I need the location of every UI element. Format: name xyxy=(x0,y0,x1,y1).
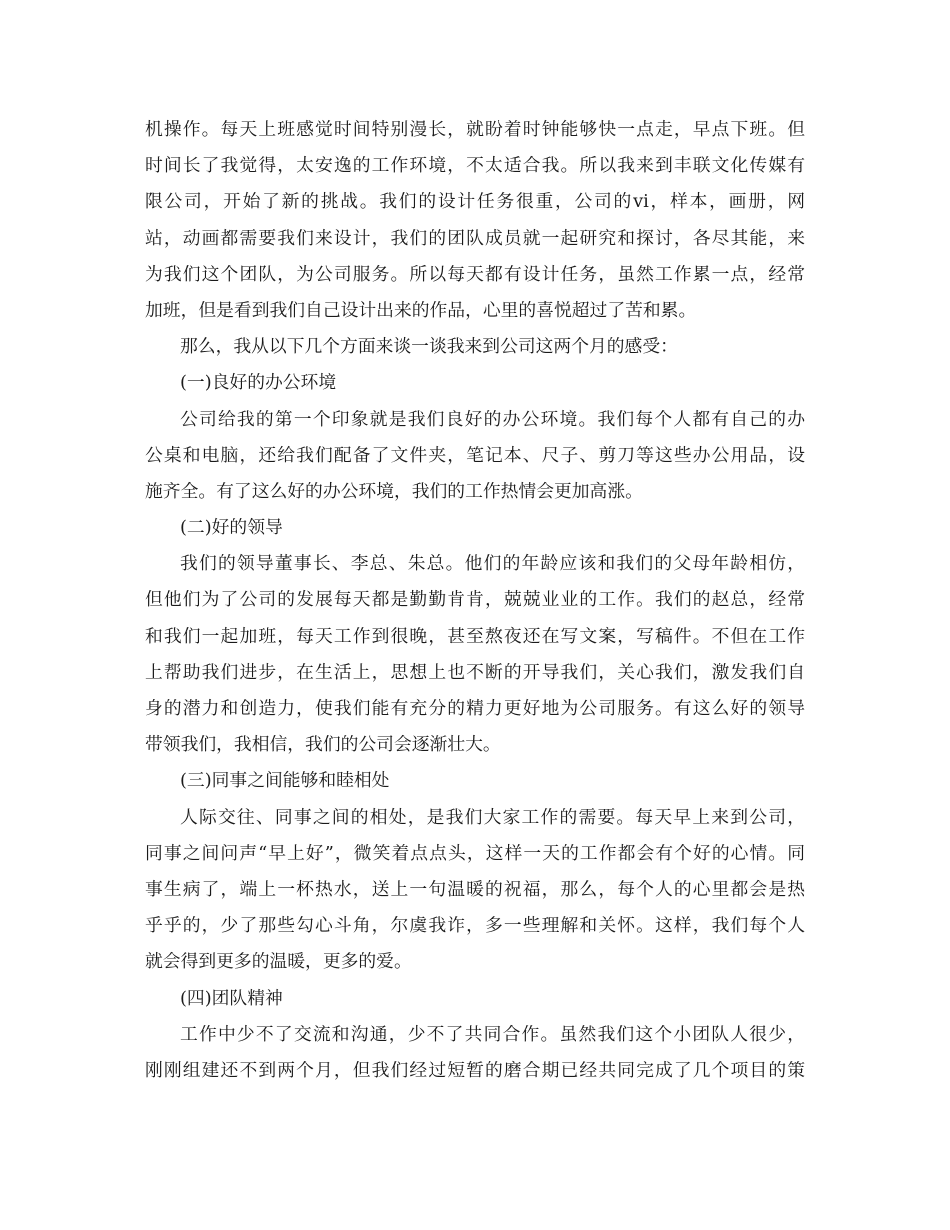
text-line: 带领我们，我相信，我们的公司会逐渐壮大。 xyxy=(145,734,501,756)
text-line: 施齐全。有了这么好的办公环境，我们的工作热情会更加高涨。 xyxy=(145,480,643,502)
text-line: 工作中少不了交流和沟通，少不了共同合作。虽然我们这个小团队人很少， xyxy=(180,1023,805,1045)
text-line: (二)好的领导 xyxy=(180,517,283,539)
text-line: (三)同事之间能够和睦相处 xyxy=(180,770,390,792)
text-line: 站，动画都需要我们来设计，我们的团队成员就一起研究和探讨，各尽其能，来 xyxy=(145,227,805,249)
text-line: 机操作。每天上班感觉时间特别漫长，就盼着时钟能够快一点走，早点下班。但 xyxy=(145,119,805,140)
text-line: 公司给我的第一个印象就是我们良好的办公环境。我们每个人都有自己的办 xyxy=(180,408,805,430)
text-line: 身的潜力和创造力，使我们能有充分的精力更好地为公司服务。有这么好的领导 xyxy=(145,698,805,719)
text-line: (一)良好的办公环境 xyxy=(180,372,337,394)
text-line: 同事之间问声“早上好”，微笑着点点头，这样一天的工作都会有个好的心情。同 xyxy=(145,842,805,864)
text-line: 上帮助我们进步，在生活上，思想上也不断的开导我们，关心我们，激发我们自 xyxy=(145,661,805,683)
text-line: 为我们这个团队，为公司服务。所以每天都有设计任务，虽然工作累一点，经常 xyxy=(145,263,805,285)
text-line: (四)团队精神 xyxy=(180,987,283,1009)
text-line: 公桌和电脑，还给我们配备了文件夹，笔记本、尺子、剪刀等这些办公用品，设 xyxy=(145,444,805,466)
text-line: 乎乎的，少了那些勾心斗角，尔虞我诈，多一些理解和关怀。这样，我们每个人 xyxy=(145,915,805,937)
text-line: 就会得到更多的温暖，更多的爱。 xyxy=(145,951,412,973)
text-line: 但他们为了公司的发展每天都是勤勤肯肯，兢兢业业的工作。我们的赵总，经常 xyxy=(145,589,805,611)
text-line: 加班，但是看到我们自己设计出来的作品，心里的喜悦超过了苦和累。 xyxy=(145,299,697,321)
text-line: 事生病了，端上一杯热水，送上一句温暖的祝福，那么，每个人的心里都会是热 xyxy=(145,878,805,900)
document-page xyxy=(145,112,805,1089)
text-line: 我们的领导董事长、李总、朱总。他们的年龄应该和我们的父母年龄相仿， xyxy=(180,553,805,575)
text-line: 限公司，开始了新的挑战。我们的设计任务很重，公司的vi，样本，画册，网 xyxy=(145,191,805,213)
text-line: 那么，我从以下几个方面来谈一谈我来到公司这两个月的感受： xyxy=(180,336,678,358)
text-line: 刚刚组建还不到两个月，但我们经过短暂的磨合期已经共同完成了几个项目的策 xyxy=(145,1059,805,1081)
text-line: 时间长了我觉得，太安逸的工作环境，不太适合我。所以我来到丰联文化传媒有 xyxy=(145,155,805,177)
text-line: 和我们一起加班，每天工作到很晚，甚至熬夜还在写文案，写稿件。不但在工作 xyxy=(145,625,805,647)
text-line: 人际交往、同事之间的相处，是我们大家工作的需要。每天早上来到公司， xyxy=(180,806,805,828)
